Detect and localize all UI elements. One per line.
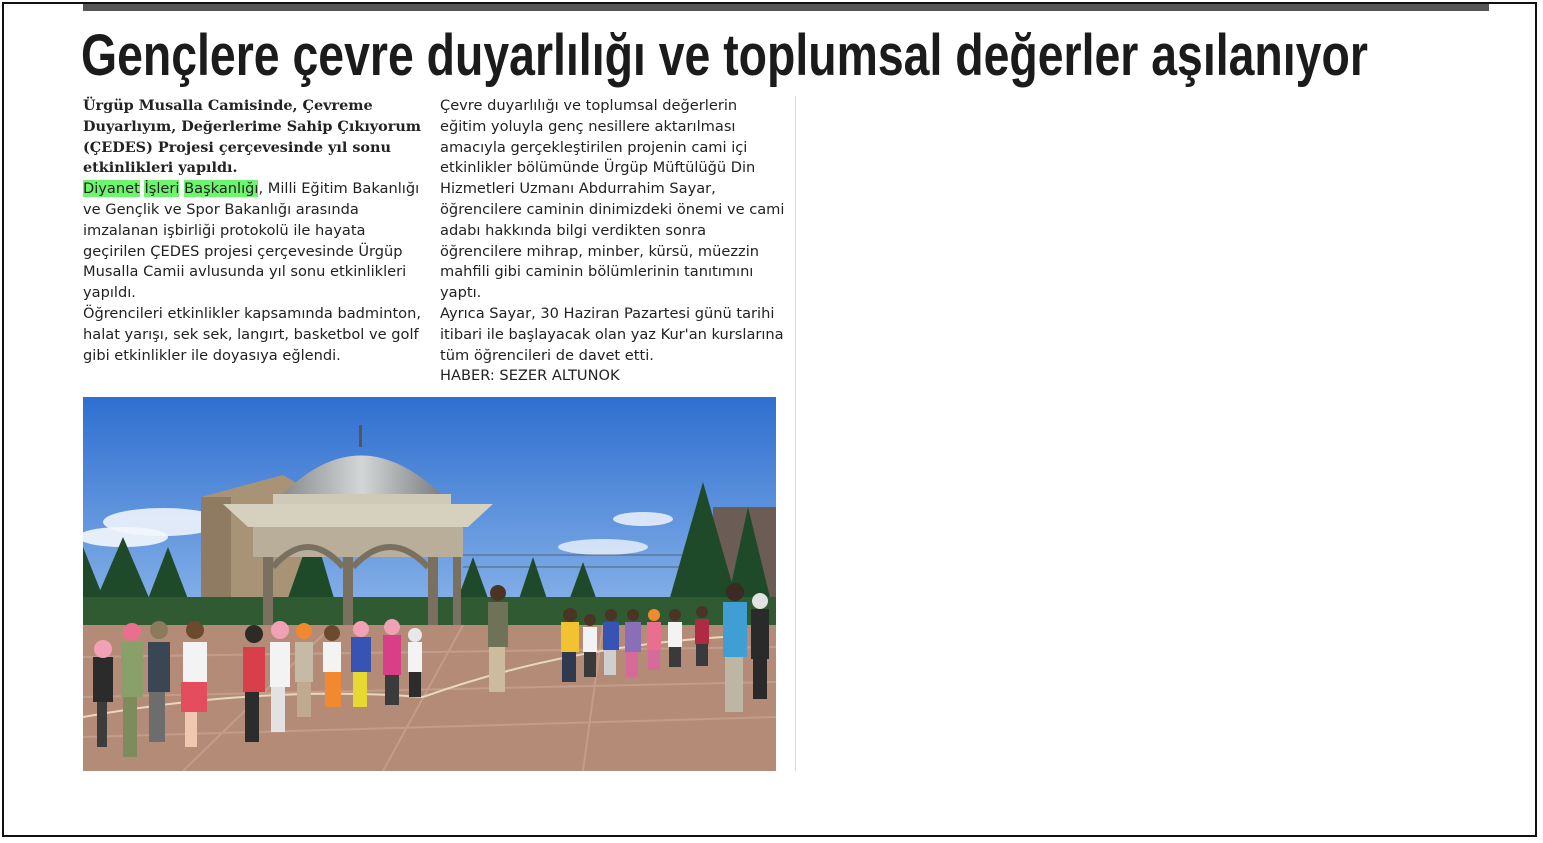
headline: Gençlere çevre duyarlılığı ve toplumsal değerler aşılanıyor bbox=[81, 23, 1368, 88]
byline: HABER: SEZER ALTUNOK bbox=[440, 367, 620, 385]
body-paragraph-3: Çevre duyarlılığı ve toplumsal değerlerin eğitim yoluyla genç nesillere aktarılması amacıyla gerçekleştirilen projenin cami içi etkinlikler bölümünde Ürgüp Müftülüğü Din Hizmetleri Uzmanı Abdurrahim Sayar, öğrencilere caminin dinimizdeki önemi ve cami adabı hakkında bilgi verdikten sonra öğrencilere mihrap, minber, kürsü, müezzin mahfili gibi caminin bölümlerinin tanıtımını yaptı. bbox=[440, 97, 785, 302]
photo-illustration bbox=[83, 397, 776, 771]
body-paragraph-1 bbox=[83, 179, 423, 304]
top-rule bbox=[83, 4, 1489, 11]
body-text: , Milli Eğitim Bakanlığı ve Gençlik ve Spor Bakanlığı arasında imzalanan işbirliği protokolü ile hayata geçirilen ÇEDES projesi çerçevesinde Ürgüp Musalla Camii avlusunda yıl sonu etkinlikleri yapıldı. bbox=[83, 180, 420, 302]
article-column-1 bbox=[83, 96, 423, 366]
highlighted-term: Başkanlığı bbox=[184, 180, 259, 198]
column-divider bbox=[795, 96, 796, 771]
highlighted-term: Diyanet bbox=[83, 180, 140, 198]
article-photo bbox=[83, 397, 776, 771]
lead-paragraph: Ürgüp Musalla Camisinde, Çevreme Duyarlıyım, Değerlerime Sahip Çıkıyorum (ÇEDES) Projesi çerçevesinde yıl sonu etkinlikleri yapıldı. bbox=[83, 97, 422, 177]
body-paragraph-4: Ayrıca Sayar, 30 Haziran Pazartesi günü tarihi itibari ile başlayacak olan yaz Kur'an kurslarına tüm öğrencileri de davet etti. bbox=[440, 304, 784, 364]
article-column-2 bbox=[440, 96, 785, 387]
body-paragraph-2: Öğrencileri etkinlikler kapsamında badminton, halat yarışı, sek sek, langırt, basketbol ve golf gibi etkinlikler ile doyasıya eğlendi. bbox=[83, 304, 421, 364]
highlighted-term: İşleri bbox=[144, 180, 180, 198]
